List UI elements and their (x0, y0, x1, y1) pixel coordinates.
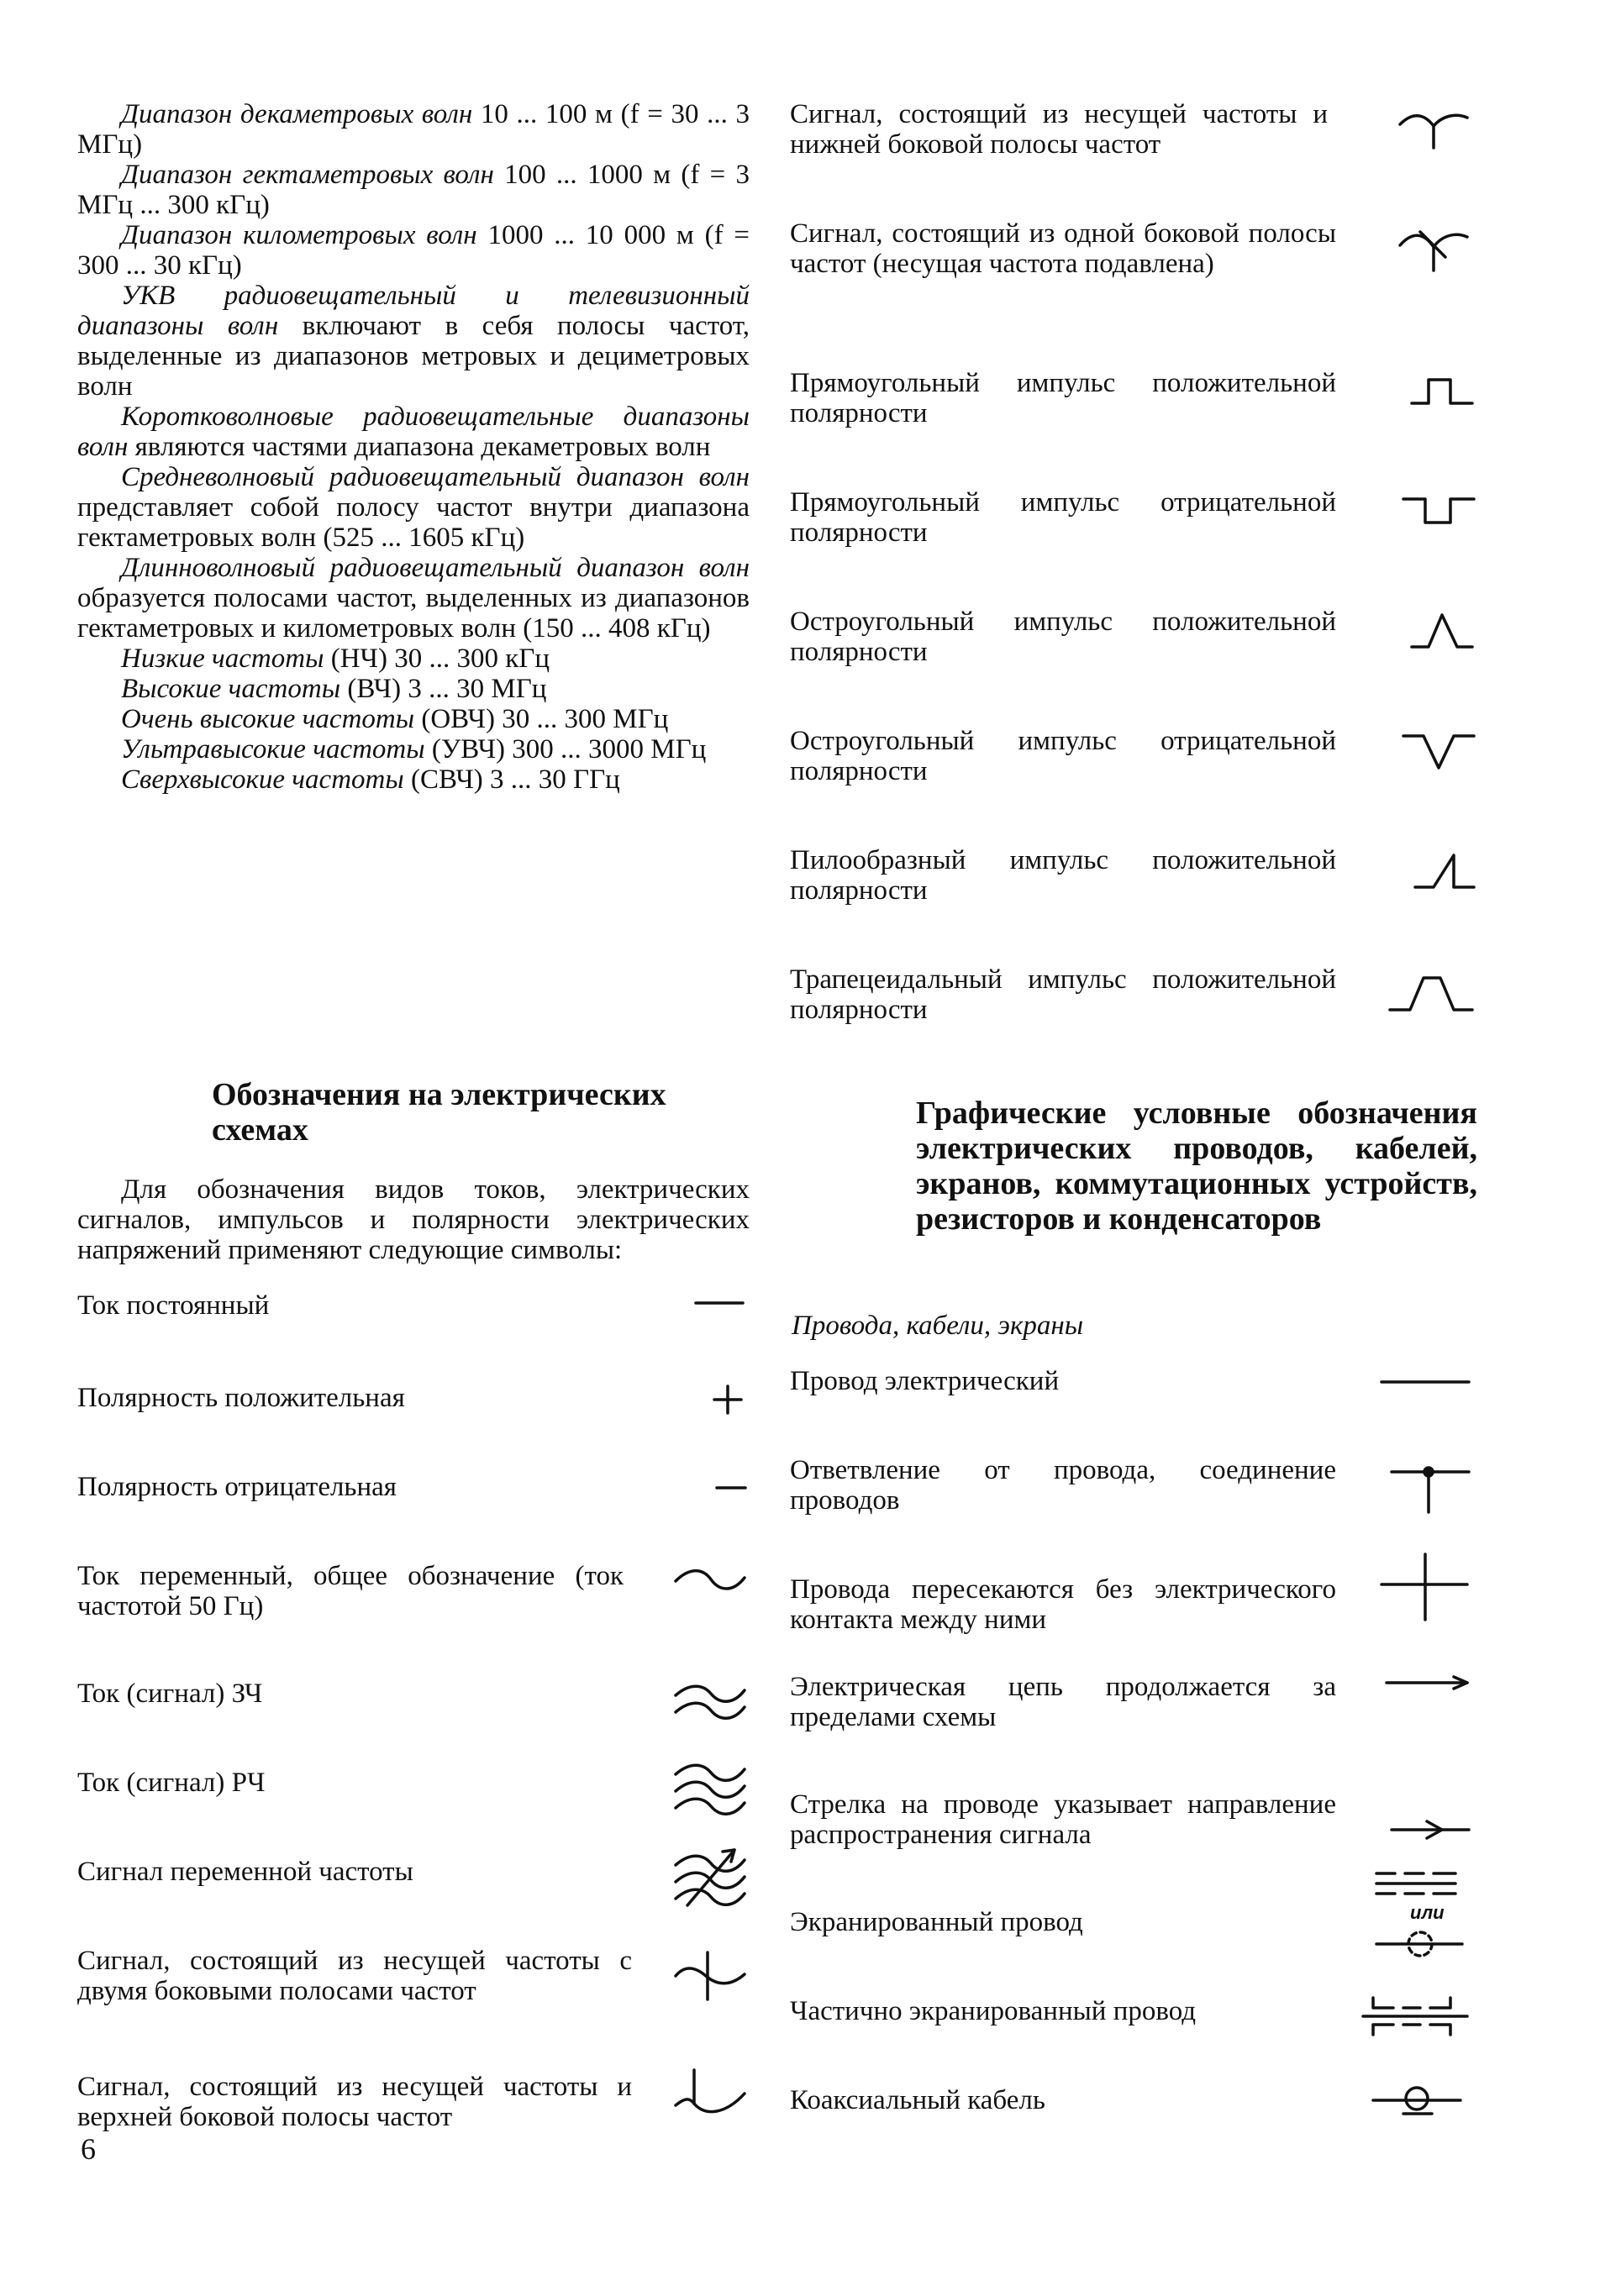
range-item: Диапазон декаметровых волн 10 ... 100 м (f = 30 ... 3 МГц) (77, 99, 750, 160)
symbol-row-variable: Сигнал переменной частоты (77, 1857, 413, 1887)
rect-pulse-pos-icon (1408, 375, 1476, 408)
wire-icon (1380, 1378, 1472, 1386)
minus-icon (714, 1484, 748, 1492)
wire-row-junction: Ответвление от провода, соединение проводов (790, 1455, 1336, 1516)
wire-junction-icon (1388, 1462, 1472, 1516)
wire-row-wire: Провод электрический (790, 1366, 1060, 1396)
sharp-pulse-pos-icon (1408, 610, 1476, 652)
range-item: Сверхвысокие частоты (СВЧ) 3 ... 30 ГГц (121, 764, 620, 795)
right-subheading: Провода, кабели, экраны (792, 1311, 1084, 1341)
shielded-wire-icon (1371, 1867, 1471, 1964)
signal-row-suppressed: Сигнал, состоящий из одной боковой полосы частот (несущая частота подавлена) (790, 218, 1336, 279)
range-item: Диапазон гектаметровых волн 100 ... 1000 м (f = 3 МГц ... 300 кГц) (77, 160, 750, 220)
signal-row-rect-neg: Прямоугольный импульс отрицательной полярности (790, 487, 1336, 548)
symbol-row-dc: Ток постоянный (77, 1290, 270, 1321)
range-item: Низкие частоты (НЧ) 30 ... 300 кГц (121, 644, 550, 674)
ac-wave-icon (672, 1568, 748, 1593)
range-item: Очень высокие частоты (ОВЧ) 30 ... 300 МГц (121, 704, 669, 734)
range-item: Диапазон километровых волн 1000 ... 10 000 м (f = 300 ... 30 кГц) (77, 220, 750, 281)
wire-row-coax: Коаксиальный кабель (790, 2085, 1045, 2115)
coax-icon (1370, 2082, 1464, 2124)
signal-row-carrier-lower: Сигнал, состоящий из несущей частоты и нижней боковой полосы частот (790, 99, 1328, 160)
symbol-row-rf: Ток (сигнал) РЧ (77, 1768, 266, 1798)
page-number: 6 (81, 2132, 96, 2166)
range-item: УКВ радиовещательный и телевизионный диапазоны волн включают в себя полосы частот, выделенные из диапазонов метровых и дециметровых волн (77, 281, 750, 402)
symbol-row-carrier-upper: Сигнал, состоящий из несущей частоты и верхней боковой полосы частот (77, 2072, 632, 2132)
wire-row-shielded: Экранированный провод (790, 1907, 1083, 1937)
signal-row-saw: Пилообразный импульс положительной полярности (790, 845, 1336, 906)
wire-row-partial: Частично экранированный провод (790, 1996, 1197, 2026)
plus-icon (711, 1383, 745, 1416)
symbol-row-minus: Полярность отрицательная (77, 1472, 397, 1502)
intro-text: Для обозначения видов токов, электрических сигналов, импульсов и полярности электрических напряжений применяют следующие символы: (77, 1174, 750, 1265)
range-item: Коротковолновые радиовещательные диапазоны волн являются частями диапазона декаметровых волн (77, 402, 750, 462)
wire-direction-icon (1388, 1818, 1472, 1842)
signal-row-trap: Трапецеидальный импульс положительной полярности (790, 964, 1336, 1025)
carrier-both-icon (672, 1949, 748, 2003)
wire-arrow-icon (1383, 1673, 1472, 1692)
signal-row-rect-pos: Прямоугольный импульс положительной полярности (790, 368, 1336, 428)
symbol-row-af: Ток (сигнал) ЗЧ (77, 1679, 263, 1709)
symbol-row-carrier-both: Сигнал, состоящий из несущей частоты с двумя боковыми полосами частот (77, 1946, 632, 2006)
symbol-row-ac: Ток переменный, общее обозначение (ток частотой 50 Гц) (77, 1561, 624, 1621)
rect-pulse-neg-icon (1400, 494, 1477, 528)
partial-shield-icon (1361, 1993, 1471, 2040)
range-item: Средневолновый радиовещательный диапазон волн представляет собой полосу частот внутри диапазона гектаметровых волн (525 ... 1605 кГц) (77, 462, 750, 553)
ranges-block (77, 99, 750, 795)
wire-row-direction: Стрелка на проводе указывает направление распространения сигнала (790, 1789, 1336, 1850)
wire-row-arrow: Электрическая цепь продолжается за пределами схемы (790, 1672, 1336, 1732)
sharp-pulse-neg-icon (1400, 731, 1477, 773)
suppressed-carrier-icon (1395, 220, 1471, 274)
left-heading: Обозначения на электрических схемах (212, 1077, 666, 1148)
double-wave-icon (672, 1684, 748, 1721)
range-item: Длинноволновый радиовещательный диапазон волн образуется полосами частот, выделенных из диапазонов гектаметровых и километровых волн (150 ... 408 кГц) (77, 553, 750, 644)
variable-wave-icon (672, 1845, 748, 1912)
trap-pulse-icon (1387, 973, 1476, 1015)
right-heading: Графические условные обозначения электрических проводов, кабелей, экранов, коммутационных устройств, резисторов и конденсаторов (916, 1095, 1477, 1237)
carrier-upper-icon (672, 2067, 748, 2117)
signal-row-sharp-pos: Остроугольный импульс положительной полярности (790, 607, 1336, 667)
range-item: Высокие частоты (ВЧ) 3 ... 30 МГц (121, 674, 547, 704)
wire-cross-icon (1378, 1551, 1471, 1623)
signal-row-sharp-neg: Остроугольный импульс отрицательной полярности (790, 726, 1336, 786)
svg-text:или: или (1410, 1902, 1445, 1923)
saw-pulse-icon (1412, 850, 1479, 892)
dc-line-icon (694, 1299, 745, 1307)
wire-row-cross: Провода пересекаются без электрического контакта между ними (790, 1574, 1336, 1635)
triple-wave-icon (672, 1763, 748, 1816)
carrier-lower-icon (1395, 106, 1471, 151)
range-item: Ультравысокие частоты (УВЧ) 300 ... 3000 МГц (121, 734, 707, 764)
symbol-row-plus: Полярность положительная (77, 1383, 405, 1413)
